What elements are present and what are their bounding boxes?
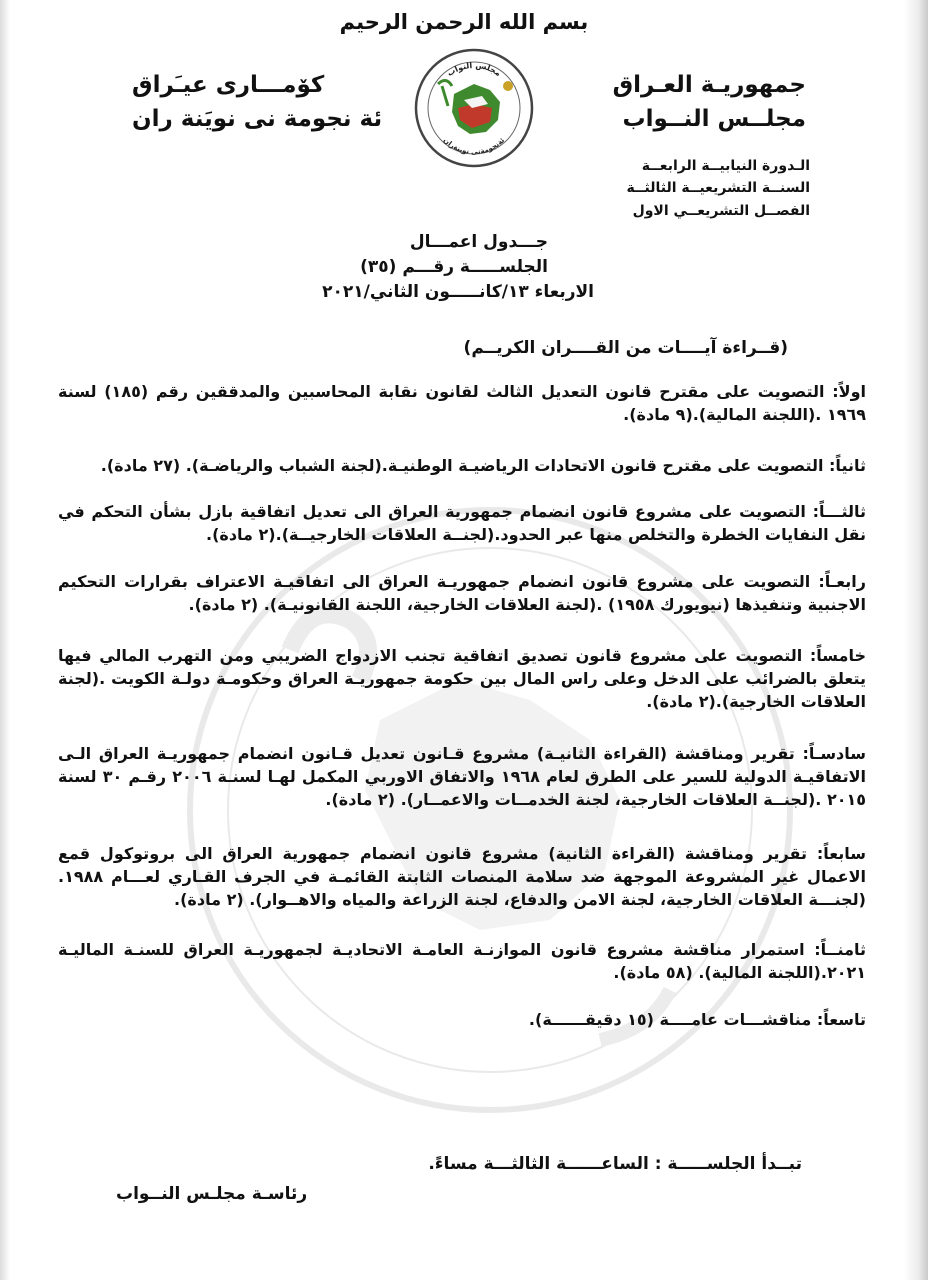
agenda-item: رابعـاً: التصويت على مشروع قانون انضمام جمهوريـة العراق الى اتفاقيـة الاعتراف بقرارات التحكيم الاجنبية وتنفيذها (نيويورك ١٩٥٨) .(لجنة العلاقات الخارجية، اللجنة القانونيـة). (٢ مادة). [58,572,866,614]
agenda-date: الاربعاء ١٣/كانـــــون الثاني/٢٠٢١ [322,282,594,302]
agenda-item: اولاً: التصويت على مقترح قانون التعديل الثالث لقانون نقابة المحاسبين والمدققين رقم (١٨٥) لسنة ١٩٦٩ .(اللجنة المالية).(٩ مادة). [58,382,866,424]
session-year: السنــة التشريعيــة الثالثــة [626,180,810,196]
basmala: بسم الله الرحمن الرحيم [339,10,589,34]
header-council-kurdish: ئة نجومة نى نويَنة ران [132,106,383,132]
header-council: مجلــس النــواب [622,106,806,132]
agenda-title: جـــدول اعمـــال [409,232,548,252]
logo-top-text: مجلس النواب [445,60,503,79]
agenda-item: سابعاً: تقرير ومناقشة (القراءة الثانية) مشروع قانون انضمام جمهورية العراق الى بروتوكول قمع الاعمال غير المشروعة الموجهة ضد سلامة المنصات الثابتة القائمـة في الجرف القـاري لعـــام ١٩٨٨. (لجنـــة العلاقات الخارجية، لجنة الامن والدفاع، لجنة الزراعة والمياه والاهــوار). (٢ مادة). [58,844,866,909]
session-start-time: تبــدأ الجلســـــة : الساعــــــة الثالثـــة مساءً. [428,1154,802,1174]
logo-bottom-text: ئةنجومةنى نوينةران [441,136,507,157]
page-edge-shadow [904,0,928,1280]
agenda-item: ثامنــاً: استمرار مناقشة مشروع قانون الموازنـة العامـة الاتحاديـة لجمهوريـة العراق للسنـة الماليـة ٢٠٢١.(اللجنة المالية). (٥٨ مادة). [58,940,866,982]
page-edge-shadow-left [0,0,10,1280]
agenda-session-number: الجلســـــة رقـــم (٣٥) [360,257,548,277]
parliament-logo-icon [412,46,536,170]
agenda-item: تاسعاً: مناقشـــات عامــــة (١٥ دقيقــــــة). [528,1010,866,1029]
session-chapter: الفصــل التشريعــي الاول [632,203,810,219]
agenda-item: ثالثـــاً: التصويت على مشروع قانون انضمام جمهورية العراق الى تعديل اتفاقية بازل بشأن التحكم في نقل النفايات الخطرة والتخلص منها عبر الحدود.(لجنــة العلاقات الخارجيــة).(٢ مادة). [58,502,866,544]
agenda-item: سادسـاً: تقرير ومناقشة (القراءة الثانيـة) مشروع قـانون تعديل قـانون انضمام جمهوريـة العراق الـى الاتفاقيـة الدولية للسير على الطرق لعام ١٩٦٨ والاتفاق الاوربي المكمل لهـا لسنـة ٢٠٠٦ رقـم ٣٠ لسنة ٢٠١٥ .(لجنــة العلاقات الخارجية، لجنة الخدمــات والاعمــار). (٢ مادة). [58,744,867,809]
header-country-kurdish: كۆمـــارى عيـَراق [132,72,325,98]
header-country: جمهوريـة العـراق [612,72,806,98]
opening-quran-reading: (قــراءة آيــــات من القــــران الكريــم) [463,338,788,358]
session-term: الـدورة النيابيــة الرابعــة [641,158,810,174]
agenda-item: خامساً: التصويت على مشروع قانون تصديق اتفاقية تجنب الازدواج الضريبي ومن التهرب المالي فيها يتعلق بالضرائب على الدخل وعلى راس المال بين حكومة جمهوريـة العراق وحكومـة دولـة الكويت .(لجنة العلاقات الخارجية).(٢ مادة). [58,646,866,711]
agenda-item: ثانياً: التصويت على مقترح قانون الاتحادات الرياضيـة الوطنيـة.(لجنة الشباب والرياضـة). (٢٧ مادة). [100,456,866,475]
signature-presidency: رئاسـة مجلـس النــواب [116,1184,308,1204]
